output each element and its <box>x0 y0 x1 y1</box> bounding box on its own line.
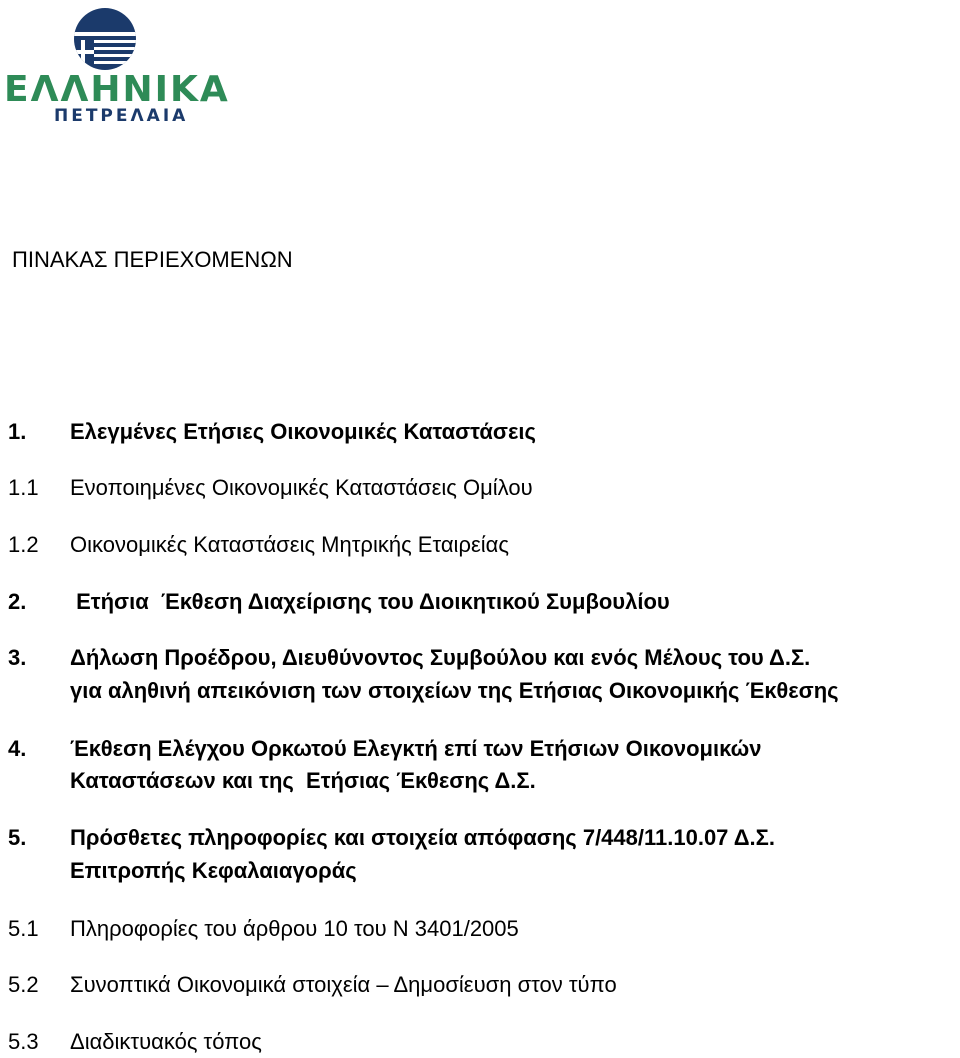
toc-item-number: 1.2 <box>8 532 39 557</box>
toc-item-text: Ετήσια Έκθεση Διαχείρισης του Διοικητικού Συμβουλίου <box>70 589 670 614</box>
toc-item-text-continued: Επιτροπής Κεφαλαιαγοράς <box>70 858 357 883</box>
toc-item-text: Διαδικτυακός τόπος <box>70 1029 262 1054</box>
toc-item-2 <box>8 588 960 616</box>
toc-item-number: 2. <box>8 589 27 614</box>
toc-item-number: 1. <box>8 419 27 444</box>
toc-item-text: Πληροφορίες του άρθρου 10 του Ν 3401/2005 <box>70 916 519 941</box>
toc-item-text: Ενοποιημένες Οικονομικές Καταστάσεις Ομίλου <box>70 475 533 500</box>
toc-item-text: Πρόσθετες πληροφορίες και στοιχεία απόφασης 7/448/11.10.07 Δ.Σ. <box>70 825 775 850</box>
toc-item-number: 4. <box>8 736 27 761</box>
toc-item-4 <box>8 735 960 795</box>
toc-item-number: 5. <box>8 825 27 850</box>
toc-item-text-continued: για αληθινή απεικόνιση των στοιχείων της Ετήσιας Οικονομικής Έκθεσης <box>70 678 839 703</box>
toc-title: ΠΙΝΑΚΑΣ ΠΕΡΙΕΧΟΜΕΝΩΝ <box>12 247 293 272</box>
toc-item-text: Δήλωση Προέδρου, Διευθύνοντος Συμβούλου και ενός Μέλους του Δ.Σ. <box>70 645 811 670</box>
toc-item-5-3 <box>8 1028 960 1056</box>
toc-item-text: Συνοπτικά Οικονομικά στοιχεία – Δημοσίευση στον τύπο <box>70 972 617 997</box>
company-logo <box>4 4 230 128</box>
toc-item-number: 5.3 <box>8 1029 39 1054</box>
toc-item-text: Έκθεση Ελέγχου Ορκωτού Ελεγκτή επί των Ετήσιων Οικονομικών <box>70 736 762 761</box>
toc-item-number: 1.1 <box>8 475 39 500</box>
logo-wordmark-line2: ΠΕΤΡΕΛΑΙΑ <box>54 106 189 126</box>
hellenic-petroleum-emblem-icon <box>72 6 138 72</box>
toc-item-5-1 <box>8 915 960 943</box>
toc-item-1-1 <box>8 474 960 502</box>
toc-item-5 <box>8 824 960 885</box>
toc-item-text-continued: Καταστάσεων και της Ετήσιας Έκθεσης Δ.Σ. <box>70 768 536 793</box>
toc-item-text: Ελεγμένες Ετήσιες Οικονομικές Καταστάσεις <box>70 419 536 444</box>
toc-item-1 <box>8 418 960 446</box>
logo-wordmark-line1: ΕΛΛΗΝΙΚΑ <box>4 69 230 110</box>
toc-item-number: 5.2 <box>8 972 39 997</box>
toc-item-text: Οικονομικές Καταστάσεις Μητρικής Εταιρείας <box>70 532 509 557</box>
toc-item-number: 5.1 <box>8 916 39 941</box>
toc-item-3 <box>8 644 960 705</box>
toc-item-5-2 <box>8 971 960 999</box>
toc-item-number: 3. <box>8 645 27 670</box>
toc-item-1-2 <box>8 531 960 559</box>
